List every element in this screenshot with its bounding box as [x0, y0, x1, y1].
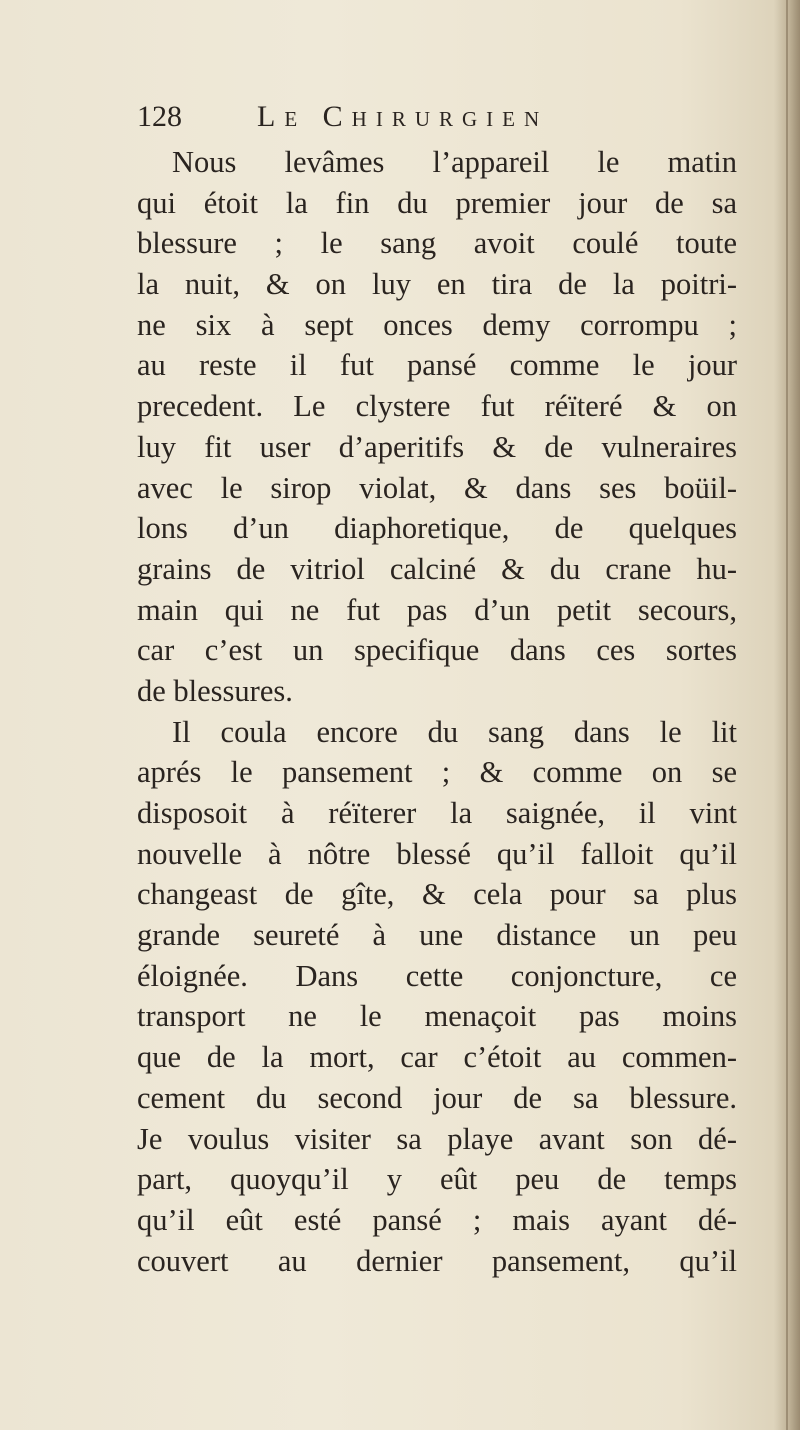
text-line: part, quoyqu’il y eût peu de temps: [137, 1162, 737, 1197]
text-line: aprés le pansement ; & comme on se: [137, 755, 737, 790]
text-line: luy fit user d’aperitifs & de vulneraires: [137, 429, 737, 464]
text-line: couvert au dernier pansement, qu’il: [137, 1243, 737, 1278]
text-line: main qui ne fut pas d’un petit secours,: [137, 592, 737, 627]
text-line: au reste il fut pansé comme le jour: [137, 348, 737, 383]
text-line: cement du second jour de sa blessure.: [137, 1080, 737, 1115]
text-line: éloignée. Dans cette conjoncture, ce: [137, 958, 737, 993]
text-line: qu’il eût esté pansé ; mais ayant dé-: [137, 1202, 737, 1237]
text-line: disposoit à réïterer la saignée, il vint: [137, 796, 737, 830]
text-line: la nuit, & on luy en tira de la poitri-: [137, 267, 737, 302]
text-line: precedent. Le clystere fut réïteré & on: [137, 389, 737, 424]
text-line: avec le sirop violat, & dans ses boüil-: [137, 470, 737, 505]
page-edge-line: [786, 0, 788, 1430]
body-text: [137, 142, 737, 1281]
page-number: 128: [137, 100, 182, 133]
text-line: blessure ; le sang avoit coulé toute: [137, 226, 737, 261]
text-line: nouvelle à nôtre blessé qu’il falloit qu’il: [137, 836, 737, 871]
running-title: Le Chirurgien: [257, 100, 549, 133]
text-line: grande seureté à une distance un peu: [137, 918, 737, 953]
text-line: Je voulus visiter sa playe avant son dé-: [137, 1121, 737, 1156]
text-line: que de la mort, car c’étoit au commen-: [137, 1040, 737, 1075]
text-line: changeast de gîte, & cela pour sa plus: [137, 877, 737, 912]
text-line: qui étoit la fin du premier jour de sa: [137, 185, 737, 220]
text-line: grains de vitriol calciné & du crane hu-: [137, 551, 737, 586]
text-line: lons d’un diaphoretique, de quelques: [137, 511, 737, 546]
text-line: transport ne le menaçoit pas moins: [137, 999, 737, 1034]
text-line: Nous levâmes l’appareil le matin: [172, 145, 737, 179]
text-line: ne six à sept onces demy corrompu ;: [137, 307, 737, 342]
text-line: de blessures.: [137, 673, 293, 708]
text-line: Il coula encore du sang dans le lit: [172, 714, 737, 749]
text-line: car c’est un specifique dans ces sortes: [137, 633, 737, 668]
page-header: [137, 100, 737, 146]
